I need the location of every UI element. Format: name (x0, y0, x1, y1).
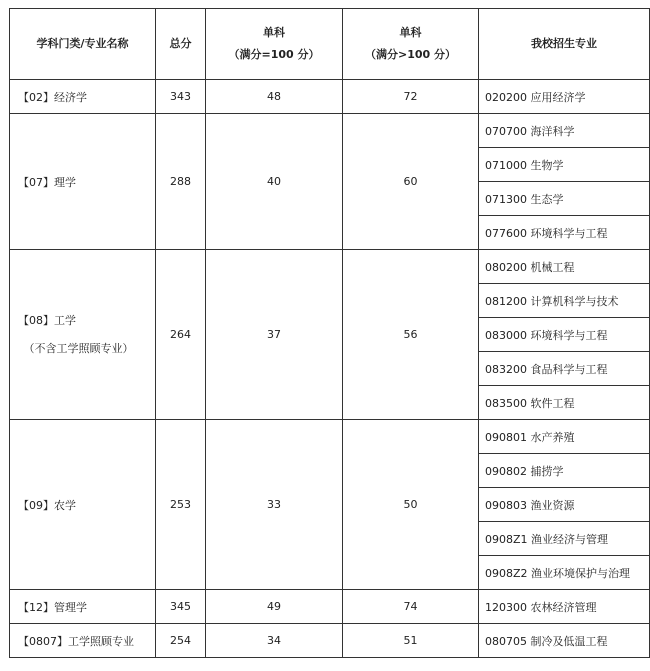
major-cell: 071000 生物学 (479, 148, 650, 182)
total-score-cell: 343 (156, 80, 206, 114)
single-100-cell: 33 (206, 420, 343, 590)
single-gt100-cell: 51 (343, 624, 479, 658)
major-cell: 120300 农林经济管理 (479, 590, 650, 624)
major-cell: 083200 食品科学与工程 (479, 352, 650, 386)
single-100-cell: 48 (206, 80, 343, 114)
header-single-100 (206, 9, 343, 80)
single-100-cell: 49 (206, 590, 343, 624)
single-100-cell: 34 (206, 624, 343, 658)
major-cell: 071300 生态学 (479, 182, 650, 216)
header-single-100-title: 单科 (263, 26, 285, 39)
major-cell: 083000 环境科学与工程 (479, 318, 650, 352)
single-100-cell: 37 (206, 250, 343, 420)
major-cell: 080705 制冷及低温工程 (479, 624, 650, 658)
total-score-cell: 253 (156, 420, 206, 590)
major-cell: 090802 捕捞学 (479, 454, 650, 488)
total-score-cell: 254 (156, 624, 206, 658)
single-gt100-cell: 50 (343, 420, 479, 590)
total-score-cell: 288 (156, 114, 206, 250)
major-cell: 080200 机械工程 (479, 250, 650, 284)
header-single-gt100-sub: （满分>100 分） (364, 48, 456, 61)
major-cell: 090801 水产养殖 (479, 420, 650, 454)
header-majors: 我校招生专业 (479, 9, 650, 80)
header-single-100-sub: （满分=100 分） (228, 48, 320, 61)
category-cell: 【0807】工学照顾专业 (10, 624, 156, 658)
major-cell: 081200 计算机科学与技术 (479, 284, 650, 318)
single-gt100-cell: 72 (343, 80, 479, 114)
header-single-gt100-title: 单科 (399, 26, 422, 39)
header-category: 学科门类/专业名称 (10, 9, 156, 80)
major-cell: 020200 应用经济学 (479, 80, 650, 114)
header-row (10, 9, 650, 80)
category-note: （不含工学照顾专业） (23, 341, 134, 355)
category-label: 【08】工学 (18, 313, 76, 327)
category-cell: 【07】理学 (10, 114, 156, 250)
header-single-gt100 (343, 9, 479, 80)
major-cell: 077600 环境科学与工程 (479, 216, 650, 250)
single-gt100-cell: 74 (343, 590, 479, 624)
header-total: 总分 (156, 9, 206, 80)
score-table (9, 8, 650, 658)
major-cell: 0908Z1 渔业经济与管理 (479, 522, 650, 556)
table-row (10, 250, 650, 284)
category-cell: 【12】管理学 (10, 590, 156, 624)
table-row (10, 624, 650, 658)
major-cell: 090803 渔业资源 (479, 488, 650, 522)
table-row (10, 420, 650, 454)
single-gt100-cell: 56 (343, 250, 479, 420)
table-row (10, 80, 650, 114)
category-cell: 【09】农学 (10, 420, 156, 590)
category-cell: 【02】经济学 (10, 80, 156, 114)
major-cell: 0908Z2 渔业环境保护与治理 (479, 556, 650, 590)
total-score-cell: 264 (156, 250, 206, 420)
major-cell: 070700 海洋科学 (479, 114, 650, 148)
total-score-cell: 345 (156, 590, 206, 624)
table-row (10, 114, 650, 148)
table-row (10, 590, 650, 624)
category-cell (10, 250, 156, 420)
single-gt100-cell: 60 (343, 114, 479, 250)
major-cell: 083500 软件工程 (479, 386, 650, 420)
single-100-cell: 40 (206, 114, 343, 250)
